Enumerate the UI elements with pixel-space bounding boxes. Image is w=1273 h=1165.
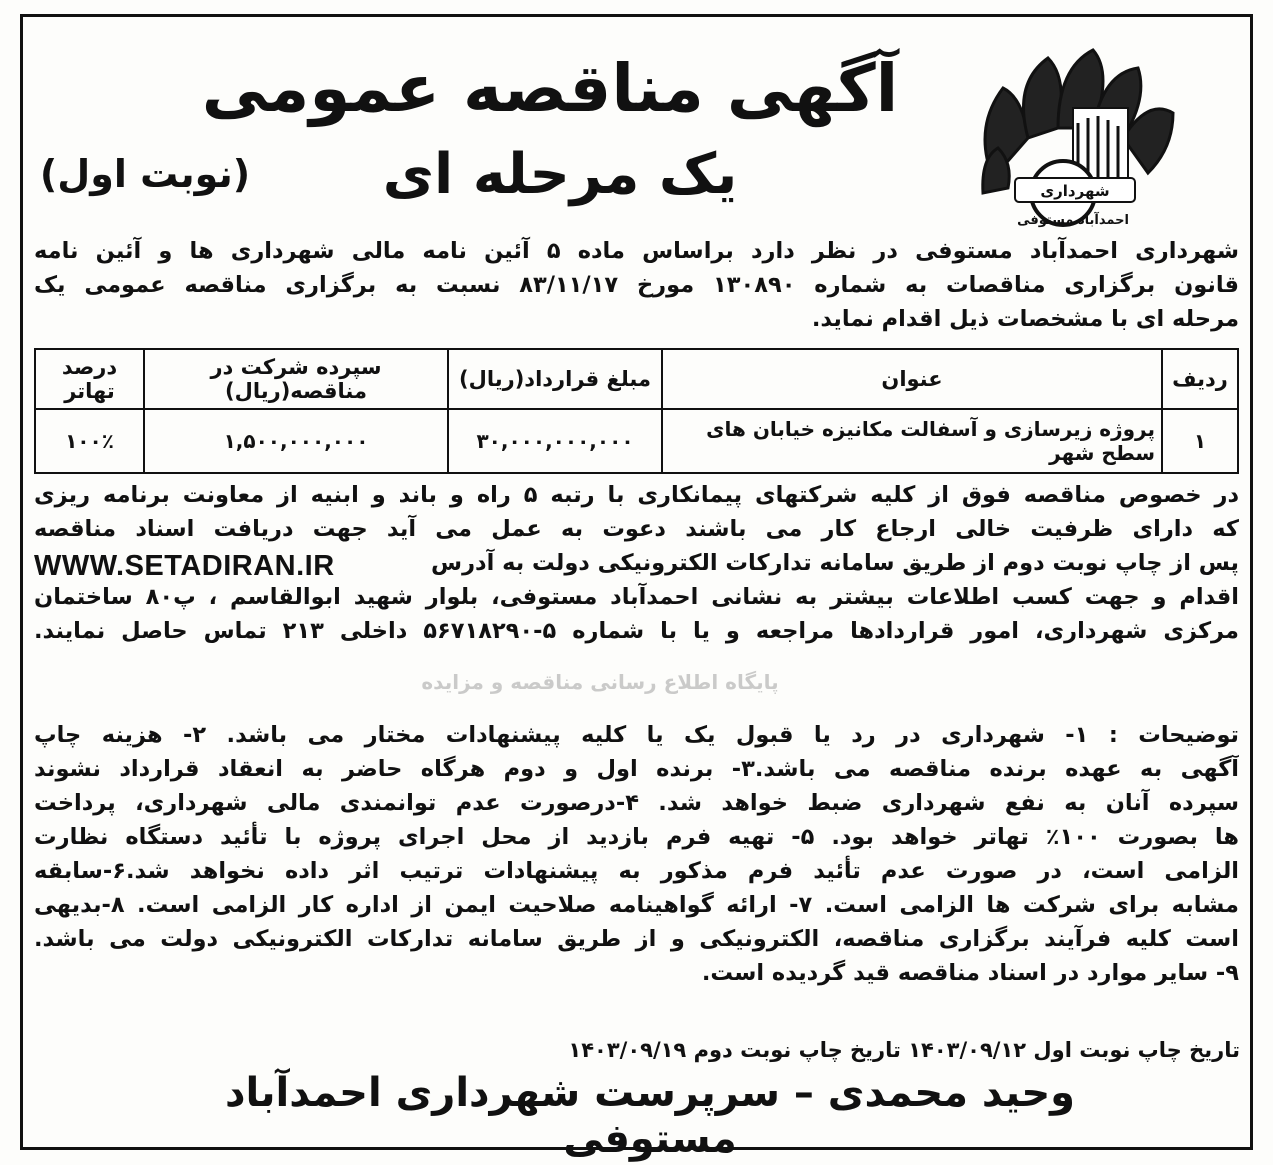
- notice-title: آگهی مناقصه عمومی: [201, 50, 899, 127]
- intro-line: شهرداری احمدآباد مستوفی در نظر دارد براساس ماده ۵ آئین نامه مالی شهرداری ها و آئین نامه: [34, 238, 1239, 264]
- signature: وحید محمدی – سرپرست شهرداری احمدآباد مستوفی: [224, 1070, 1076, 1162]
- cell-row-number: ۱: [1162, 409, 1238, 473]
- intro-paragraph: [34, 234, 1239, 336]
- body-line: در خصوص مناقصه فوق از کلیه شرکتهای پیمانکاری با رتبه ۵ راه و باند و ابنیه از معاونت برنامه ریزی: [34, 482, 1239, 508]
- cell-deposit: ۱,۵۰۰,۰۰۰,۰۰۰: [144, 409, 448, 473]
- notice-subtitle: یک مرحله ای: [382, 142, 738, 207]
- notes-line: آگهی به عهده برنده مناقصه می باشد.۳- برنده اول و دوم هرگاه حاضر به انعقاد قرارداد نشوند: [34, 756, 1239, 782]
- notes-paragraph: [34, 718, 1239, 990]
- cell-title: پروژه زیرسازی و آسفالت مکانیزه خیابان های سطح شهر: [662, 409, 1162, 473]
- body-line: اقدام و جهت کسب اطلاعات بیشتر به نشانی احمدآباد مستوفی، بلوار شهید ابوالقاسم ، پ۸۰ ساختمان: [34, 584, 1239, 610]
- body-line: که دارای ظرفیت خالی ارجاع کار می باشند دعوت به عمل می آید جهت دریافت اسناد مناقصه: [34, 516, 1239, 542]
- col-header-offset-percent: درصد تهاتر: [35, 349, 144, 409]
- intro-line: مرحله ای با مشخصات ذیل اقدام نماید.: [811, 306, 1239, 332]
- col-header-deposit: سپرده شرکت در مناقصه(ریال): [144, 349, 448, 409]
- notes-line: سپرده آنان به نفع شهرداری ضبط خواهد شد. ۴-درصورت عدم توانمندی مالی شهرداری، پرداخت: [34, 790, 1239, 816]
- tender-table: [34, 348, 1239, 474]
- col-header-row-number: ردیف: [1162, 349, 1238, 409]
- notes-line: الزامی است، در صورت عدم تأئید فرم مذکور به پیشنهادات ترتیب اثر داده نخواهد شد.۶-سابقه: [34, 858, 1239, 884]
- body-line: پس از چاپ نوبت دوم از طریق سامانه تدارکات الکترونیکی دولت به آدرس: [431, 550, 1239, 576]
- notes-line: مشابه برای شرکت ها الزامی است. ۷- ارائه گواهینامه صلاحیت ایمن از اداره کار الزامی است. ۸-بدیهی: [34, 892, 1239, 918]
- publication-dates: تاریخ چاپ نوبت اول ۱۴۰۳/۰۹/۱۲ تاریخ چاپ نوبت دوم ۱۴۰۳/۰۹/۱۹: [568, 1038, 1240, 1062]
- logo-text-main: شهرداری: [1040, 182, 1110, 200]
- col-header-title: عنوان: [662, 349, 1162, 409]
- body-line: مرکزی شهرداری، امور قراردادها مراجعه و یا با شماره ۵-۵۶۷۱۸۲۹۰ داخلی ۲۱۳ تماس حاصل نمایند.: [34, 618, 1239, 644]
- publication-round: (نوبت اول): [39, 152, 251, 196]
- notes-line: توضیحات : ۱- شهرداری در رد یا قبول یک یا کلیه پیشنهادات مختار می باشد. ۲- هزینه چاپ: [34, 722, 1239, 748]
- notes-line: است کلیه فرآیند برگزاری مناقصه، الکترونیکی و از طریق سامانه تدارکات الکترونیکی دولت می باشد.: [34, 926, 1239, 952]
- table-header-row: [35, 349, 1238, 409]
- cell-contract-amount: ۳۰,۰۰۰,۰۰۰,۰۰۰: [448, 409, 662, 473]
- watermark-text: پایگاه اطلاع رسانی مناقصه و مزایده: [421, 670, 779, 694]
- table-row: [35, 409, 1238, 473]
- logo-text-sub: احمدآباد مستوفی: [1017, 213, 1129, 228]
- col-header-contract-amount: مبلغ قرارداد(ریال): [448, 349, 662, 409]
- notes-line: ۹- سایر موارد در اسناد مناقصه قید گردیده است.: [701, 960, 1239, 986]
- cell-offset-percent: ۱۰۰٪: [35, 409, 144, 473]
- notes-line: ها بصورت ۱۰۰٪ تهاتر خواهد بود. ۵- تهیه فرم بازدید از محل اجرای پروژه با تأئید دستگاه نظارت: [34, 824, 1239, 850]
- intro-line: قانون برگزاری مناقصات به شماره ۱۳۰۸۹۰ مورخ ۸۳/۱۱/۱۷ نسبت به برگزاری مناقصه عمومی یک: [34, 272, 1239, 298]
- municipality-logo: [953, 28, 1193, 228]
- website-link[interactable]: WWW.SETADIRAN.IR: [34, 550, 335, 582]
